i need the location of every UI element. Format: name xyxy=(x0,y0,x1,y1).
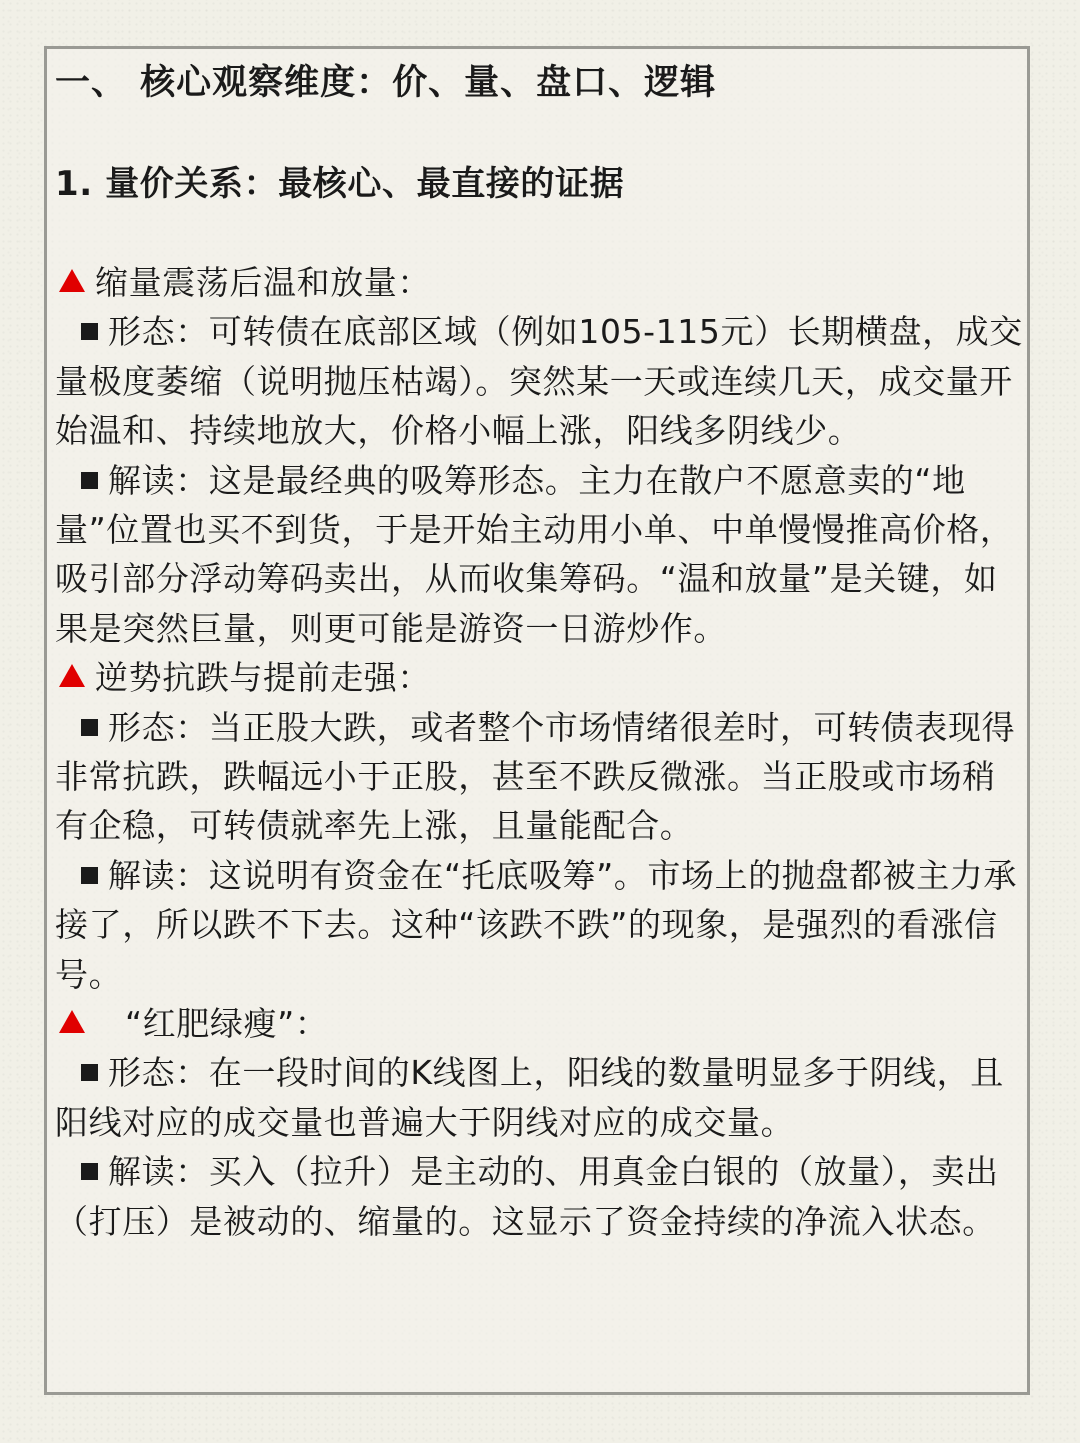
square-bullet-icon xyxy=(81,1064,98,1081)
subsection-heading: 1. 量价关系：最核心、最直接的证据 xyxy=(55,164,625,204)
bullet-text: 形态：在一段时间的K线图上，阳线的数量明显多于阴线，且阳线对应的成交量也普遍大于阴线对应的成交量。 xyxy=(55,1053,1004,1142)
bullet-text: 解读：这说明有资金在“托底吸筹”。市场上的抛盘都被主力承接了，所以跌不下去。这种“该跌不跌”的现象，是强烈的看涨信号。 xyxy=(55,855,1017,994)
section-title-row xyxy=(55,258,1023,307)
bullet-text: 解读：这是最经典的吸筹形态。主力在散户不愿意卖的“地量”位置也买不到货，于是开始主动用小单、中单慢慢推高价格，吸引部分浮动筹码卖出，从而收集筹码。“温和放量”是关键，如果是突然巨量，则更可能是游资一日游炒作。 xyxy=(55,460,1014,648)
bullet-paragraph xyxy=(55,456,1023,654)
section-title-row xyxy=(55,653,1023,702)
content-card xyxy=(44,46,1030,1395)
bullet-paragraph xyxy=(55,703,1023,851)
section-block xyxy=(55,999,1023,1246)
section-title: 缩量震荡后温和放量： xyxy=(95,263,431,302)
bullet-paragraph xyxy=(55,1147,1023,1246)
square-bullet-icon xyxy=(81,323,98,340)
section-block xyxy=(55,258,1023,653)
square-bullet-icon xyxy=(81,472,98,489)
red-triangle-icon xyxy=(59,664,85,687)
bullet-text: 形态：可转债在底部区域（例如105-115元）长期横盘，成交量极度萎缩（说明抛压枯竭）。突然某一天或连续几天，成交量开始温和、持续地放大，价格小幅上涨，阳线多阴线少。 xyxy=(55,312,1023,451)
bullet-paragraph xyxy=(55,851,1023,999)
square-bullet-icon xyxy=(81,1163,98,1180)
red-triangle-icon xyxy=(59,1010,85,1033)
section-title: “红肥绿瘦”： xyxy=(125,1004,329,1044)
bullet-text: 解读：买入（拉升）是主动的、用真金白银的（放量），卖出（打压）是被动的、缩量的。这显示了资金持续的净流入状态。 xyxy=(55,1152,999,1241)
square-bullet-icon xyxy=(81,867,98,884)
bullet-paragraph xyxy=(55,307,1023,455)
section-block xyxy=(55,653,1023,999)
section-title-row xyxy=(55,999,1023,1048)
bullet-text: 形态：当正股大跌，或者整个市场情绪很差时，可转债表现得非常抗跌，跌幅远小于正股，甚至不跌反微涨。当正股或市场稍有企稳，可转债就率先上涨，且量能配合。 xyxy=(55,707,1016,846)
red-triangle-icon xyxy=(59,269,85,292)
bullet-paragraph xyxy=(55,1048,1023,1147)
section-title: 逆势抗跌与提前走强： xyxy=(95,658,431,698)
square-bullet-icon xyxy=(81,719,98,736)
article-body xyxy=(55,59,1023,1246)
section-heading: 一、 核心观察维度：价、量、盘口、逻辑 xyxy=(55,63,717,103)
